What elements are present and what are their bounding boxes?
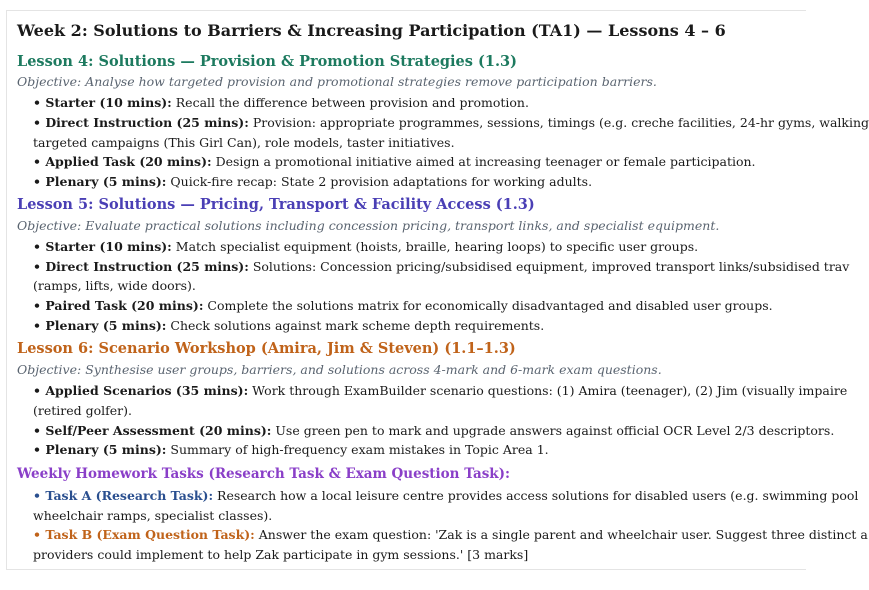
lesson-4-item-applied-task: • Applied Task (20 mins): Design a promotional initiative aimed at increasing teenager or female participation. [33, 154, 756, 169]
lesson-5-item-paired-task: • Paired Task (20 mins): Complete the solutions matrix for economically disadvantaged and disabled user groups. [33, 298, 773, 313]
lesson-4-item-direct-instruction: • Direct Instruction (25 mins): Provision: appropriate programmes, sessions, timings (e.g. creche facilities, 24-hr gyms, walking [33, 115, 869, 130]
lesson-5-item-plenary: • Plenary (5 mins): Check solutions against mark scheme depth requirements. [33, 318, 545, 333]
lesson-6-item-applied-scenarios-cont: (retired golfer). [33, 403, 132, 418]
lesson-4-objective: Objective: Analyse how targeted provision and promotional strategies remove participation barriers. [17, 74, 657, 89]
week-title: Week 2: Solutions to Barriers & Increasing Participation (TA1) — Lessons 4 – 6 [17, 21, 726, 40]
lesson-4-item-direct-instruction-cont: targeted campaigns (This Girl Can), role models, taster initiatives. [33, 135, 455, 150]
homework-task-a: • Task A (Research Task): Research how a local leisure centre provides access solutions for disabled users (e.g. swimming pool [33, 488, 859, 503]
lesson-6-item-plenary: • Plenary (5 mins): Summary of high-frequency exam mistakes in Topic Area 1. [33, 442, 549, 457]
lesson-4-item-plenary: • Plenary (5 mins): Quick-fire recap: State 2 provision adaptations for working adults. [33, 174, 593, 189]
lesson-6-item-self-peer-assessment: • Self/Peer Assessment (20 mins): Use green pen to mark and upgrade answers against official OCR Level 2/3 descriptors. [33, 423, 835, 438]
lesson-5-item-direct-instruction-cont: (ramps, lifts, wide doors). [33, 278, 196, 293]
lesson-4-title: Lesson 4: Solutions — Provision & Promotion Strategies (1.3) [17, 53, 517, 70]
lesson-5-title: Lesson 5: Solutions — Pricing, Transport & Facility Access (1.3) [17, 196, 535, 213]
lesson-6-item-applied-scenarios: • Applied Scenarios (35 mins): Work through ExamBuilder scenario questions: (1) Amira (teenager), (2) Jim (visually impaire [33, 383, 848, 398]
homework-task-b-cont: providers could implement to help Zak participate in gym sessions.' [3 marks] [33, 547, 529, 562]
lesson-5-item-direct-instruction: • Direct Instruction (25 mins): Solutions: Concession pricing/subsidised equipment, improved transport links/subsidised trav [33, 259, 850, 274]
document-page [6, 10, 869, 570]
lesson-5-item-starter: • Starter (10 mins): Match specialist equipment (hoists, braille, hearing loops) to specific user groups. [33, 239, 699, 254]
homework-task-a-cont: wheelchair ramps, specialist classes). [33, 508, 273, 523]
lesson-6-title: Lesson 6: Scenario Workshop (Amira, Jim & Steven) (1.1–1.3) [17, 340, 516, 357]
homework-title: Weekly Homework Tasks (Research Task & Exam Question Task): [17, 466, 511, 482]
lesson-4-item-starter: • Starter (10 mins): Recall the difference between provision and promotion. [33, 95, 529, 110]
lesson-6-objective: Objective: Synthesise user groups, barriers, and solutions across 4-mark and 6-mark exam questions. [17, 362, 662, 377]
lesson-5-objective: Objective: Evaluate practical solutions including concession pricing, transport links, and specialist equipment. [17, 218, 720, 233]
homework-task-b: • Task B (Exam Question Task): Answer the exam question: 'Zak is a single parent and wheelchair user. Suggest three distinct a [33, 527, 868, 542]
